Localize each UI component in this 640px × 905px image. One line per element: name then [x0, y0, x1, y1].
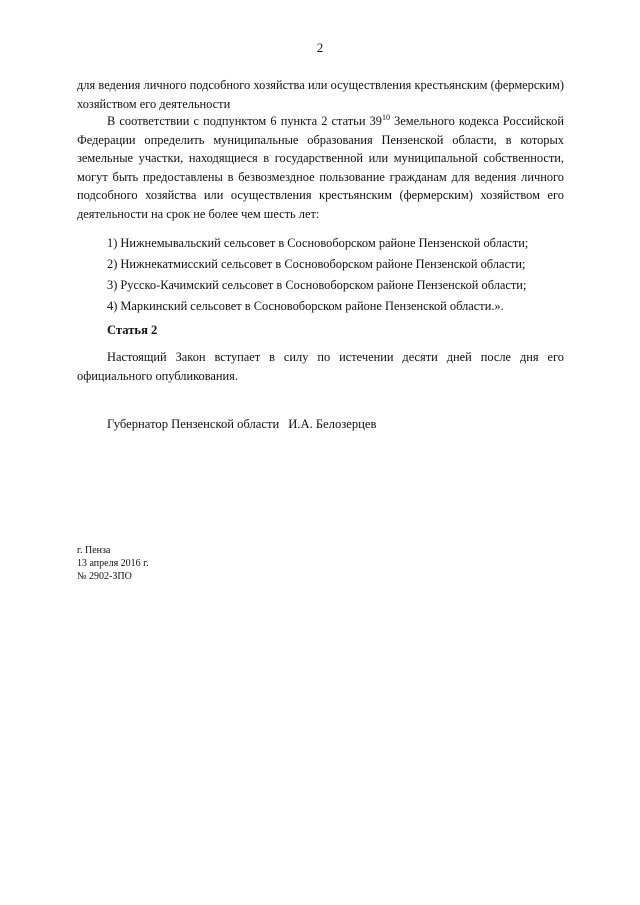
paragraph-continuation: для ведения личного подсобного хозяйства или осуществления крестьянским (фермерским) хозяйством его деятельности [77, 78, 564, 111]
municipality-list [107, 233, 577, 317]
paragraph-effective-date: Настоящий Закон вступает в силу по истечении десяти дней после дня его официального опубликования. [77, 350, 564, 383]
signature-title: Губернатор Пензенской области [107, 417, 280, 431]
document-meta [77, 544, 149, 583]
list-item: 1) Нижнемывальский сельсовет в Сосновоборском районе Пензенской области; [107, 236, 529, 250]
signature-name: И.А. Белозерцев [288, 417, 377, 431]
article-heading: Статья 2 [107, 323, 158, 337]
meta-number: № 2902-ЗПО [77, 571, 132, 582]
paragraph-text-after: Земельного кодекса Российской Федерации определить муниципальные образования Пензенской области, в которых земельные участки, находящиеся в государственной или муниципальной собственности, могут быть предоставлены в безвозмездное пользование гражданам для ведения личного подсобного хозяйства или осуществления крестьянским (фермерским) хозяйством его деятельности на срок не более чем шесть лет: [77, 114, 564, 221]
signature-line [107, 417, 376, 432]
list-item: 3) Русско-Качимский сельсовет в Сосновоборском районе Пензенской области; [107, 278, 527, 292]
list-item: 4) Маркинский сельсовет в Сосновоборском районе Пензенской области.». [107, 299, 504, 313]
list-item: 2) Нижнекатмисский сельсовет в Сосновоборском районе Пензенской области; [107, 257, 526, 271]
paragraph-article-text [77, 112, 564, 223]
paragraph-text-before: В соответствии с подпунктом 6 пункта 2 статьи 39 [107, 114, 382, 128]
page-number: 2 [316, 40, 324, 55]
meta-city: г. Пенза [77, 545, 111, 556]
meta-date: 13 апреля 2016 г. [77, 558, 149, 569]
superscript: 10 [381, 112, 390, 122]
